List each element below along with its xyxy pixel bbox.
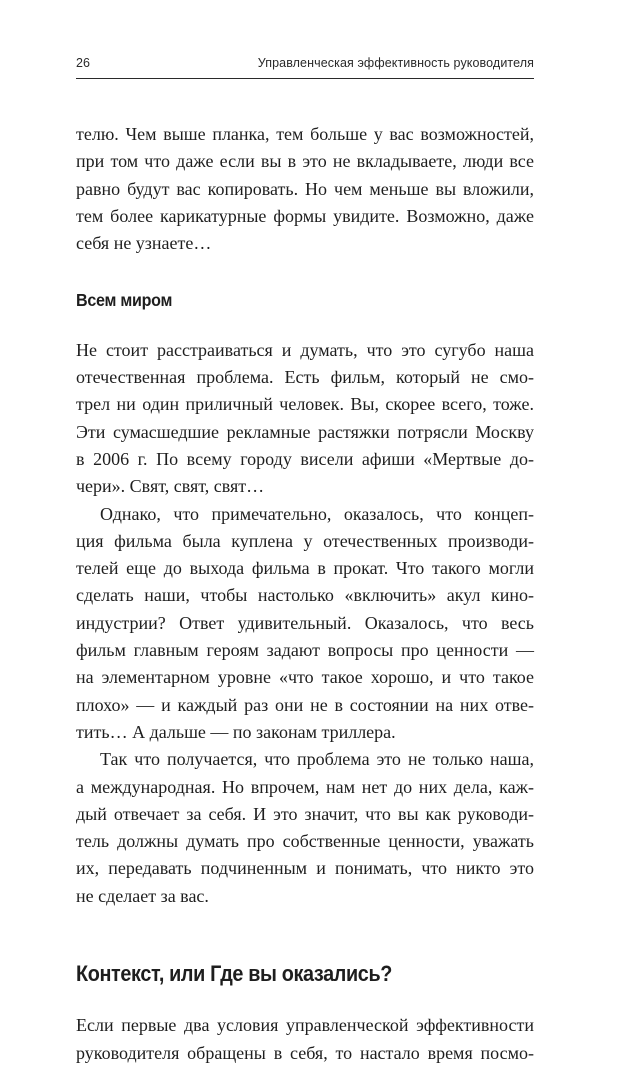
- continued-paragraph: [76, 121, 534, 257]
- text-line: их, передавать подчиненным и понимать, что никто это: [76, 858, 534, 879]
- text-line: тем более карикатурные формы увидите. Возможно, даже: [76, 205, 534, 226]
- text-line: сделать наши, чтобы настолько «включить» акул кино-: [76, 585, 534, 606]
- text-line: Однако, что примечательно, оказалось, что концеп-: [100, 503, 534, 524]
- text-line: Если первые два условия управленческой эффективности: [76, 1015, 534, 1036]
- paragraph: [76, 1012, 534, 1067]
- text-line: в 2006 г. По всему городу висели афиши «Мертвые до-: [76, 448, 534, 469]
- text-line: не сделает за вас.: [76, 885, 209, 906]
- text-line: индустрии? Ответ удивительный. Оказалось, что весь: [76, 612, 534, 633]
- text-line: ция фильма была куплена у отечественных производи-: [76, 530, 534, 551]
- text-line: чери». Свят, свят, свят…: [76, 476, 265, 497]
- text-line: Так что получается, что проблема это не только наша,: [100, 749, 534, 770]
- running-header-title: Управленческая эффективность руководителя: [257, 56, 534, 70]
- text-line: Эти сумасшедшие рекламные растяжки потрясли Москву: [76, 421, 534, 442]
- subsection-heading: Всем миром: [76, 290, 173, 311]
- text-line: тить… А дальше — по законам триллера.: [76, 721, 396, 742]
- paragraph: [76, 746, 534, 910]
- paragraph: [76, 501, 534, 747]
- text-line: а международная. Но впрочем, нам нет до них дела, каж-: [76, 776, 534, 797]
- text-line: трел ни один приличный человек. Вы, скорее всего, тоже.: [76, 394, 534, 415]
- text-line: тель должны думать про собственные ценности, уважать: [76, 831, 534, 852]
- page-number: 26: [76, 56, 90, 70]
- running-header: [76, 52, 534, 79]
- paragraph: [76, 337, 534, 501]
- text-line: плохо» — и каждый раз они не в состоянии на них отве-: [76, 694, 534, 715]
- text-line: Не стоит расстраиваться и думать, что это сугубо наша: [76, 339, 534, 360]
- text-line: равно будут вас копировать. Но чем меньше вы вложили,: [76, 178, 534, 199]
- text-line: себя не узнаете…: [76, 233, 212, 254]
- text-line: на элементарном уровне «что такое хорошо, и что такое: [76, 667, 534, 688]
- text-line: фильм главным героям задают вопросы про ценности —: [76, 640, 534, 661]
- text-line: телю. Чем выше планка, тем больше у вас возможностей,: [76, 124, 534, 144]
- text-line: отечественная проблема. Есть фильм, который не смо-: [76, 367, 534, 388]
- main-text: [76, 121, 534, 1067]
- text-line: телей еще до выхода фильма в прокат. Что такого могли: [76, 558, 534, 579]
- text-line: при том что даже если вы в это не вкладываете, люди все: [76, 151, 534, 172]
- text-line: руководителя обращены в себя, то настало время посмо-: [76, 1042, 534, 1063]
- section-heading: Контекст, или Где вы оказались?: [76, 961, 392, 987]
- text-line: дый отвечает за себя. И это значит, что вы как руководи-: [76, 803, 534, 824]
